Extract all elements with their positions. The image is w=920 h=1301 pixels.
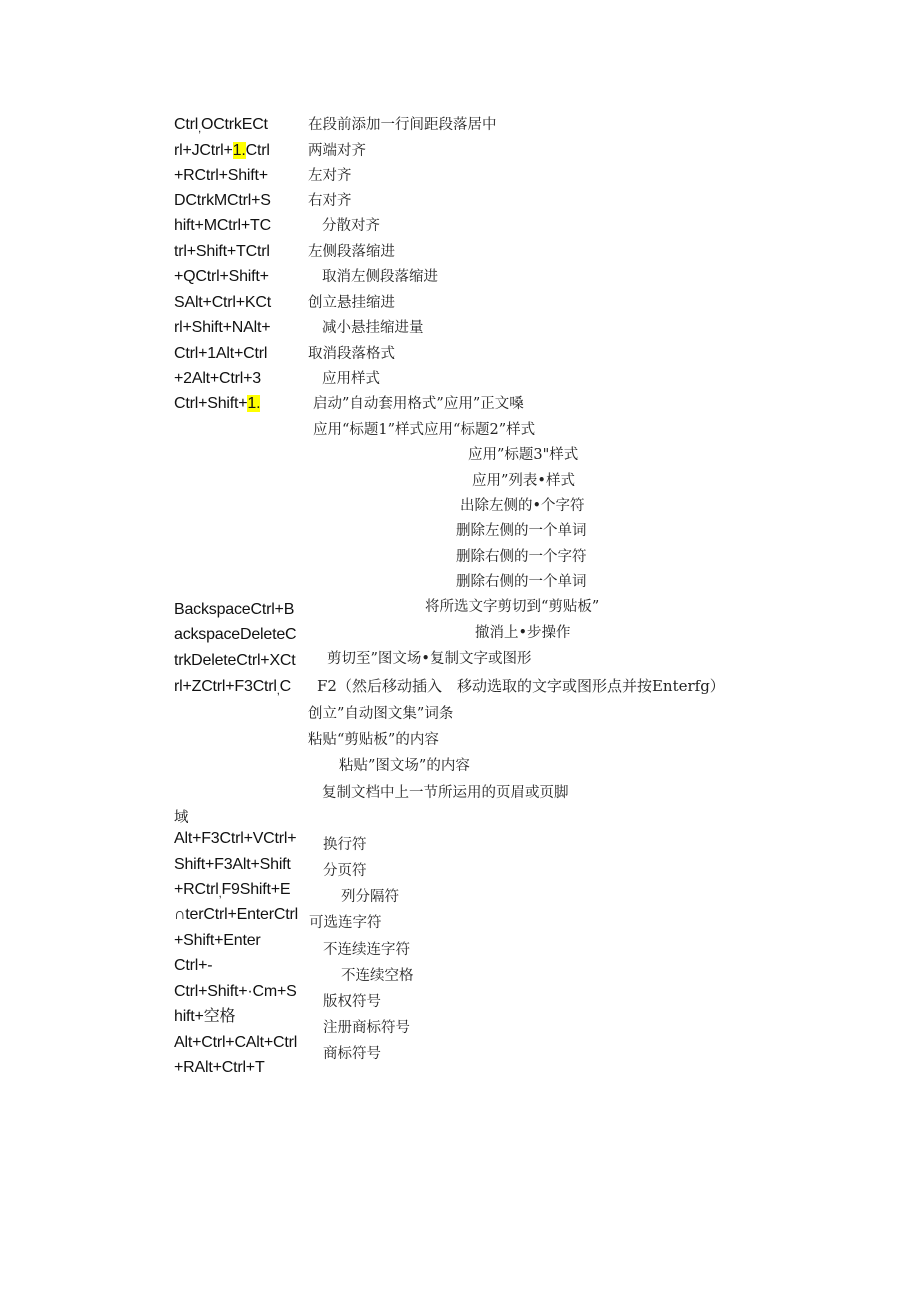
key-text: +RCtrl xyxy=(174,881,219,898)
key-text: Ctrl+Shift+ xyxy=(174,395,248,412)
description-line: 列分隔符 xyxy=(341,889,399,905)
description-line: 可选连字符 xyxy=(309,915,382,931)
shortcut-keys-line: +2Alt+Ctrl+3 xyxy=(174,370,261,387)
shortcut-keys-line: ackspaceDeleteC xyxy=(174,626,297,643)
description-line: 剪切至”图文场•复制文字或图形 xyxy=(327,651,532,667)
description-line: 删除左侧的一个单词 xyxy=(456,523,587,539)
key-text: rl+ZCtrl+F3Ctrl xyxy=(174,678,277,695)
key-text: Ctrl xyxy=(245,142,270,159)
shortcut-keys-line: +RCtrl+Shift+ xyxy=(174,167,268,184)
description-line: 两端对齐 xyxy=(308,143,366,159)
shortcut-keys-line: Ctrl+Shift+·Cm+S xyxy=(174,983,297,1000)
description-line: 换行符 xyxy=(323,837,367,853)
shortcut-keys-line xyxy=(174,115,268,136)
description-line: 删除右侧的一个单词 xyxy=(456,574,587,590)
description-line: 删除右侧的一个字符 xyxy=(456,549,587,565)
comma-mark: , xyxy=(198,123,201,135)
shortcut-keys-line: Shift+F3Alt+Shift xyxy=(174,856,291,873)
comma-mark: , xyxy=(218,888,222,900)
description-line: 左侧段落缩进 xyxy=(308,244,395,260)
description-line: 创立”自动图文集”词条 xyxy=(308,706,454,722)
description-line: 应用”列表•样式 xyxy=(472,473,575,489)
description-line: 取消段落格式 xyxy=(308,346,395,362)
shortcut-keys-line: +QCtrl+Shift+ xyxy=(174,268,269,285)
shortcut-keys-line: Ctrl+- xyxy=(174,957,213,974)
shortcut-keys-line xyxy=(174,880,290,901)
highlighted-text: 1. xyxy=(247,395,261,412)
description-line: 右对齐 xyxy=(308,193,352,209)
description-line: 应用“标题1”样式应用“标题2”样式 xyxy=(313,422,536,438)
description-line: 应用”标题3"样式 xyxy=(468,447,579,463)
description-line: 减小悬挂缩进量 xyxy=(322,320,424,336)
shortcut-keys-line: ∩terCtrl+EnterCtrl xyxy=(174,906,298,923)
description-line: 创立悬挂缩进 xyxy=(308,295,395,311)
shortcut-keys-line: hift+空格 xyxy=(174,1008,236,1025)
key-text: C xyxy=(279,678,292,695)
shortcut-keys-line: BackspaceCtrl+B xyxy=(174,601,295,618)
description-line: 不连续空格 xyxy=(341,968,414,984)
key-text: rl+JCtrl+ xyxy=(174,142,233,159)
shortcut-keys-line: 域 xyxy=(174,810,189,826)
description-line: 分散对齐 xyxy=(322,218,380,234)
shortcut-keys-line: SAlt+Ctrl+KCt xyxy=(174,294,271,311)
key-text: F9Shift+E xyxy=(221,881,291,898)
description-line: 注册商标符号 xyxy=(323,1020,410,1036)
description-line: 将所选文字剪切到“剪贴板” xyxy=(425,599,600,615)
shortcut-keys-line: hift+MCtrl+TC xyxy=(174,217,271,234)
description-line: 商标符号 xyxy=(323,1046,381,1062)
description-line: 取消左侧段落缩进 xyxy=(322,269,438,285)
description-line: F2（然后移动插入 移动选取的文字或图形点并按Enterfg） xyxy=(317,677,725,695)
highlighted-text: 1. xyxy=(232,142,246,159)
description-line: 复制文档中上一节所运用的页眉或页脚 xyxy=(322,785,569,801)
shortcut-keys-line xyxy=(174,394,260,414)
shortcut-keys-line: trkDeleteCtrl+XCt xyxy=(174,652,296,669)
description-line: 在段前添加一行间距段落居中 xyxy=(308,117,497,133)
key-text: Ctrl xyxy=(174,116,199,133)
description-line: 应用样式 xyxy=(322,371,380,387)
description-line: 撤消上•步操作 xyxy=(475,625,571,641)
description-line: 左对齐 xyxy=(308,168,352,184)
shortcut-keys-line: Alt+F3Ctrl+VCtrl+ xyxy=(174,830,297,847)
description-line: 分页符 xyxy=(323,863,367,879)
shortcut-keys-line: DCtrkMCtrl+S xyxy=(174,192,271,209)
shortcut-keys-line xyxy=(174,677,291,698)
shortcut-keys-line: rl+Shift+NAlt+ xyxy=(174,319,271,336)
description-line: 粘贴“剪贴板”的内容 xyxy=(308,732,439,748)
comma-mark: , xyxy=(276,685,280,697)
description-line: 不连续连字符 xyxy=(323,942,410,958)
description-line: 版权符号 xyxy=(323,994,381,1010)
shortcut-keys-line: Ctrl+1Alt+Ctrl xyxy=(174,345,268,362)
description-line: 出除左侧的•个字符 xyxy=(460,498,585,514)
key-text: OCtrkECt xyxy=(200,116,268,133)
description-line: 粘贴”图文场”的内容 xyxy=(339,758,470,774)
description-line: 启动”自动套用格式”应用”正文嗓 xyxy=(313,396,524,412)
shortcut-keys-line: Alt+Ctrl+CAlt+Ctrl xyxy=(174,1034,298,1051)
shortcut-keys-line: +RAlt+Ctrl+T xyxy=(174,1059,265,1076)
shortcut-keys-line: trl+Shift+TCtrl xyxy=(174,243,270,260)
shortcut-keys-line: +Shift+Enter xyxy=(174,932,261,949)
shortcut-keys-line xyxy=(174,141,270,161)
